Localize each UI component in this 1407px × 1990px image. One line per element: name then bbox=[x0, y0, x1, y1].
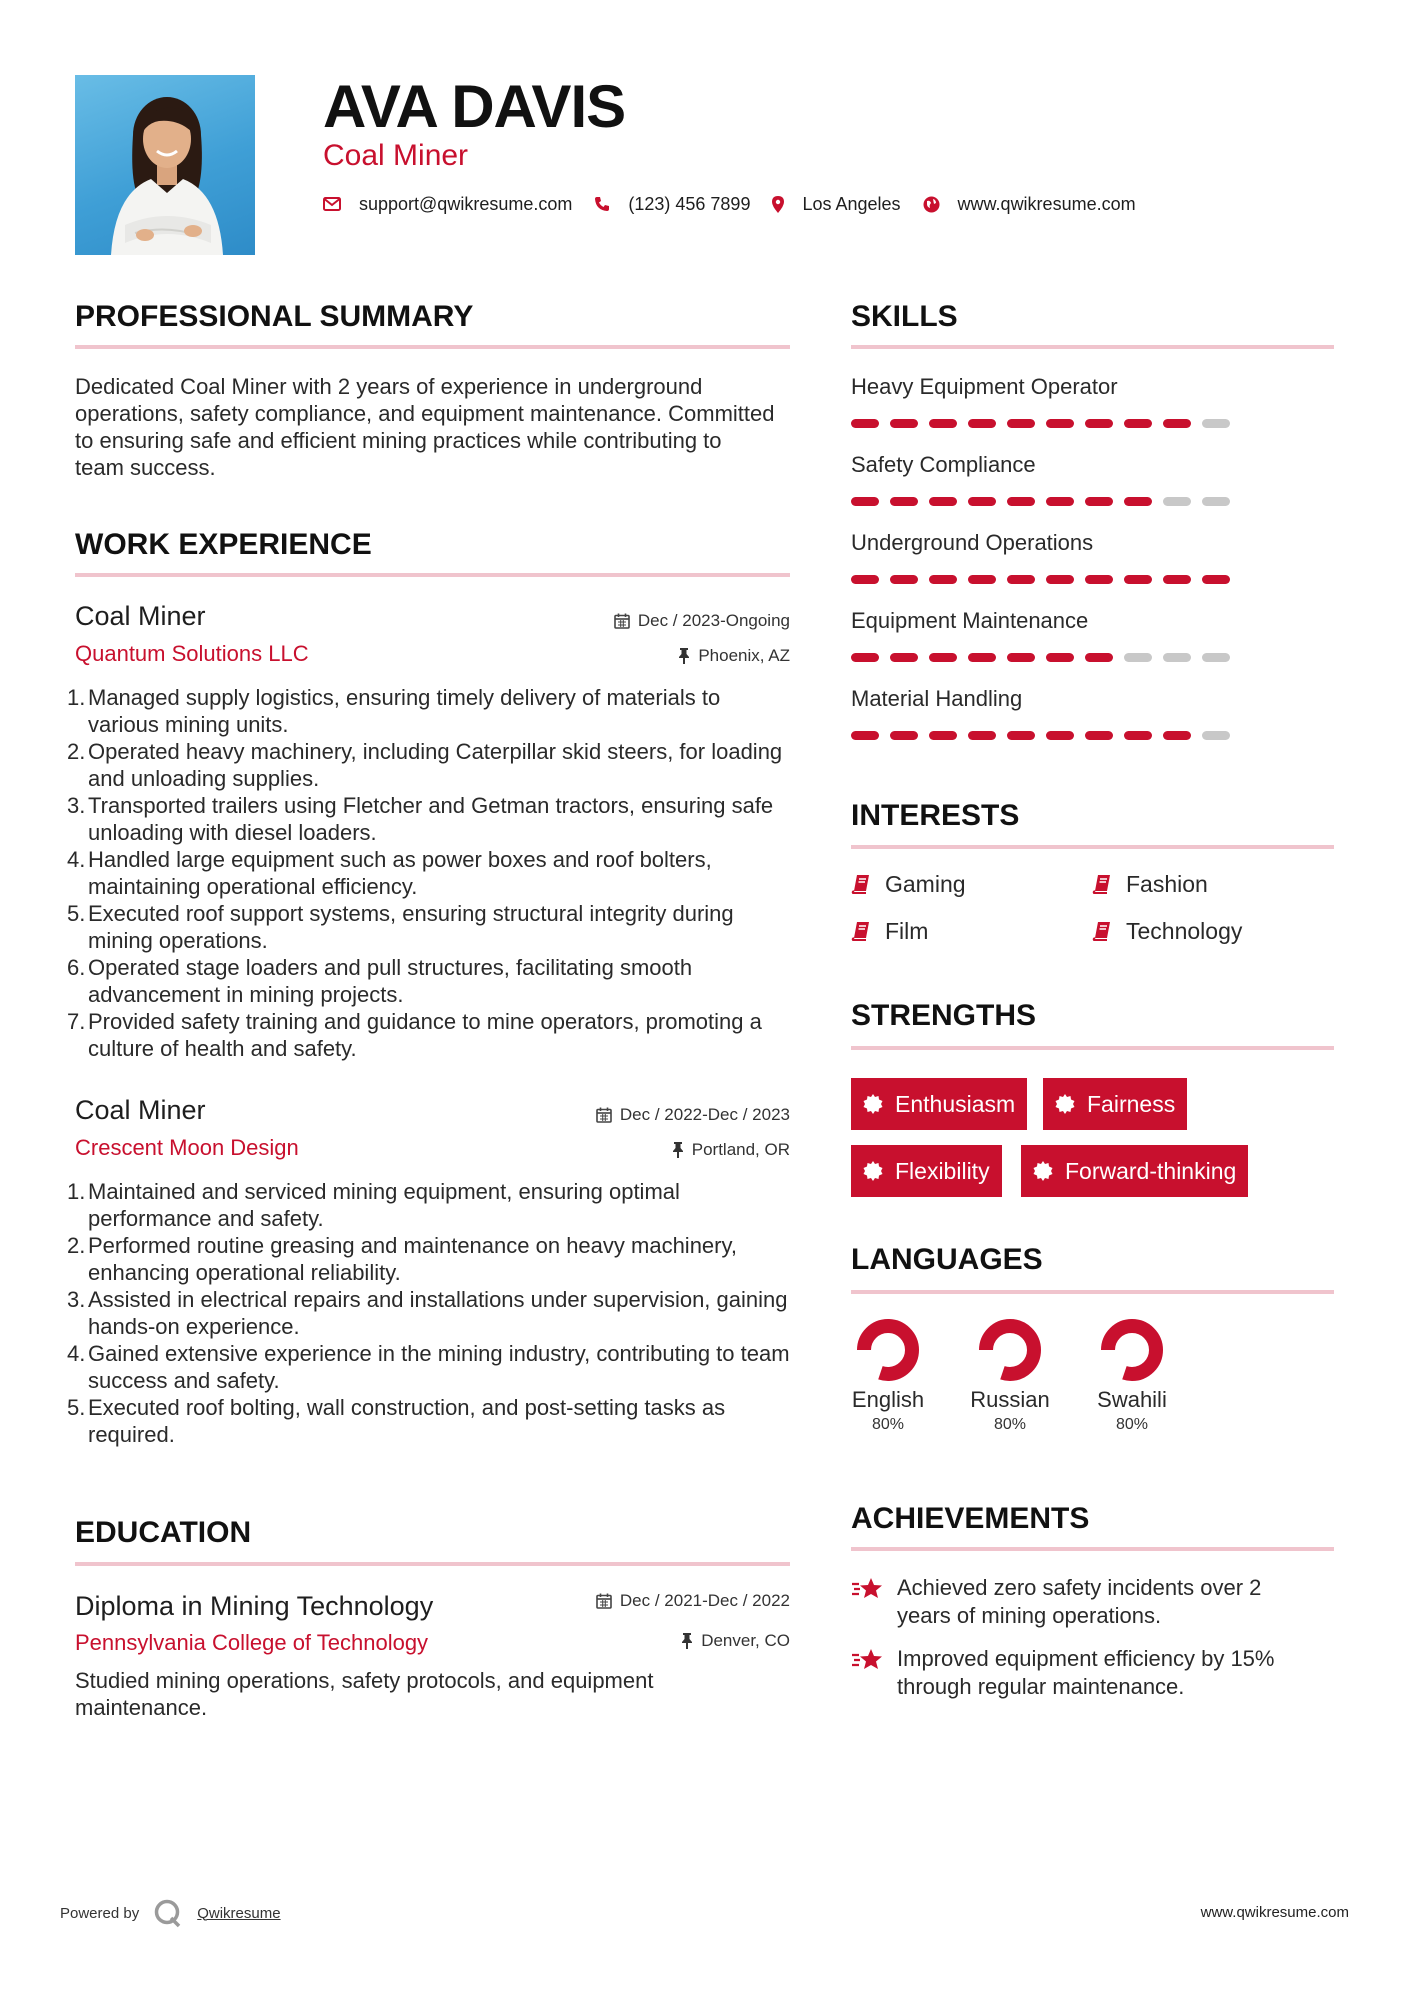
skill-dot-filled bbox=[1124, 731, 1152, 740]
language-progress-arc bbox=[986, 1326, 1034, 1374]
list-item: 3. Assisted in electrical repairs and installations under supervision, gaining hands-on experience. bbox=[67, 1287, 788, 1339]
profile-photo bbox=[75, 75, 255, 255]
education-description: Studied mining operations, safety protocols, and equipment maintenance. bbox=[75, 1668, 654, 1720]
strength-tag: Flexibility bbox=[851, 1145, 1002, 1197]
star-award-icon bbox=[851, 1647, 885, 1673]
envelope-icon bbox=[323, 197, 341, 211]
section-divider bbox=[851, 1290, 1334, 1294]
skill-dot-filled bbox=[1124, 497, 1152, 506]
contact-email[interactable] bbox=[323, 194, 572, 215]
skill-dot-filled bbox=[1085, 653, 1113, 662]
skill-level-bar bbox=[851, 575, 1334, 584]
language-name: Swahili bbox=[1097, 1387, 1167, 1412]
list-item: 7. Provided safety training and guidance to mine operators, promoting a culture of health and safety. bbox=[67, 1009, 762, 1061]
skill-dot-filled bbox=[890, 419, 918, 428]
skill-dot-filled bbox=[968, 497, 996, 506]
skill-item bbox=[851, 373, 1334, 451]
skill-name: Equipment Maintenance bbox=[851, 608, 1089, 633]
skill-dot-empty bbox=[1163, 497, 1191, 506]
skill-dot-empty bbox=[1202, 497, 1230, 506]
job-1-duties bbox=[67, 684, 790, 1062]
skill-dot-filled bbox=[968, 575, 996, 584]
skill-dot-filled bbox=[1085, 575, 1113, 584]
badge-icon bbox=[863, 1094, 883, 1114]
calendar-icon bbox=[596, 1107, 612, 1123]
website-text: www.qwikresume.com bbox=[957, 193, 1136, 214]
job-1-company: Quantum Solutions LLC bbox=[75, 641, 309, 666]
skill-dot-filled bbox=[1007, 653, 1035, 662]
qwikresume-link[interactable]: Qwikresume bbox=[197, 1904, 281, 1922]
list-item: 3. Transported trailers using Fletcher and Getman tractors, ensuring safe unloading with diesel loaders. bbox=[67, 793, 774, 845]
skill-dot-empty bbox=[1124, 653, 1152, 662]
skill-name: Underground Operations bbox=[851, 530, 1094, 555]
achievement-item: Achieved zero safety incidents over 2 years of mining operations. bbox=[851, 1574, 1321, 1630]
language-name: English bbox=[851, 1387, 925, 1412]
skill-dot-filled bbox=[929, 653, 957, 662]
interest-item: Technology bbox=[1092, 916, 1242, 946]
skill-dot-filled bbox=[968, 731, 996, 740]
list-item: 4. Handled large equipment such as power boxes and roof bolters, maintaining operational efficiency. bbox=[67, 847, 712, 899]
footer-website[interactable]: www.qwikresume.com bbox=[1200, 1904, 1349, 1921]
skill-dot-filled bbox=[1007, 419, 1035, 428]
email-text: support@qwikresume.com bbox=[359, 193, 573, 214]
badge-icon bbox=[1033, 1161, 1053, 1181]
skill-dot-filled bbox=[1007, 575, 1035, 584]
footer-powered-by bbox=[60, 1898, 281, 1928]
skill-dot-empty bbox=[1202, 731, 1230, 740]
job-2-location bbox=[672, 1139, 790, 1161]
skill-dot-filled bbox=[851, 731, 879, 740]
interest-item: Film bbox=[851, 916, 928, 946]
skill-dot-filled bbox=[1046, 419, 1074, 428]
language-percent: 80% bbox=[993, 1416, 1027, 1433]
skill-dot-filled bbox=[1046, 497, 1074, 506]
skill-dot-filled bbox=[851, 653, 879, 662]
language-item bbox=[965, 1318, 1055, 1436]
education-date bbox=[596, 1590, 790, 1612]
contact-website[interactable] bbox=[923, 194, 1136, 215]
strength-tag: Enthusiasm bbox=[851, 1078, 1027, 1130]
language-progress-ring bbox=[856, 1318, 920, 1382]
education-location-text: Denver, CO bbox=[701, 1631, 790, 1650]
book-icon bbox=[1092, 921, 1112, 941]
skill-dot-filled bbox=[929, 419, 957, 428]
school-name: Pennsylvania College of Technology bbox=[75, 1630, 429, 1655]
qwikresume-logo-icon bbox=[153, 1898, 185, 1928]
list-item: 4. Gained extensive experience in the mining industry, contributing to team success and safety. bbox=[67, 1341, 790, 1393]
section-divider bbox=[75, 1562, 790, 1566]
job-1-location bbox=[678, 645, 790, 667]
skill-dot-filled bbox=[1046, 731, 1074, 740]
book-icon bbox=[1092, 874, 1112, 894]
language-progress-arc bbox=[864, 1326, 912, 1374]
section-divider bbox=[851, 345, 1334, 349]
phone-text: (123) 456 7899 bbox=[628, 193, 751, 214]
list-item: 6. Operated stage loaders and pull structures, facilitating smooth advancement in mining projects. bbox=[67, 955, 693, 1007]
list-item: 5. Executed roof support systems, ensuring structural integrity during mining operations. bbox=[67, 901, 734, 953]
strength-tag: Fairness bbox=[1043, 1078, 1187, 1130]
list-item: 1. Maintained and serviced mining equipment, ensuring optimal performance and safety. bbox=[67, 1179, 680, 1231]
skill-dot-filled bbox=[968, 419, 996, 428]
section-divider bbox=[75, 345, 790, 349]
powered-by-label: Powered by bbox=[60, 1904, 140, 1922]
skill-name: Safety Compliance bbox=[851, 452, 1036, 477]
job-2-company: Crescent Moon Design bbox=[75, 1135, 299, 1160]
strengths-heading: STRENGTHS bbox=[851, 999, 1037, 1032]
skill-dot-filled bbox=[1085, 731, 1113, 740]
list-item: 1. Managed supply logistics, ensuring timely delivery of materials to various mining units. bbox=[67, 685, 721, 737]
skills-heading: SKILLS bbox=[851, 300, 958, 333]
language-progress-ring bbox=[978, 1318, 1042, 1382]
book-icon bbox=[851, 874, 871, 894]
skill-dot-filled bbox=[890, 575, 918, 584]
phone-icon bbox=[594, 196, 610, 212]
skill-dot-filled bbox=[929, 575, 957, 584]
pushpin-icon bbox=[678, 648, 690, 664]
skill-dot-filled bbox=[851, 497, 879, 506]
skill-dot-filled bbox=[1163, 419, 1191, 428]
skill-item bbox=[851, 451, 1334, 529]
map-pin-icon bbox=[772, 196, 784, 213]
pushpin-icon bbox=[681, 1633, 693, 1649]
book-icon bbox=[851, 921, 871, 941]
contact-phone[interactable] bbox=[594, 194, 750, 215]
badge-icon bbox=[1055, 1094, 1075, 1114]
education-location bbox=[681, 1630, 790, 1652]
globe-icon bbox=[923, 196, 940, 213]
education-date-text: Dec / 2021-Dec / 2022 bbox=[619, 1591, 790, 1610]
job-1-date-text: Dec / 2023-Ongoing bbox=[637, 611, 790, 630]
pushpin-icon bbox=[672, 1142, 684, 1158]
skill-item bbox=[851, 607, 1334, 685]
language-item bbox=[843, 1318, 933, 1436]
contact-bar bbox=[323, 192, 1158, 216]
languages-list bbox=[843, 1318, 1209, 1436]
skill-dot-filled bbox=[1163, 575, 1191, 584]
skill-dot-filled bbox=[1124, 575, 1152, 584]
skill-dot-filled bbox=[1046, 653, 1074, 662]
skill-dot-empty bbox=[1202, 653, 1230, 662]
section-divider bbox=[851, 1046, 1334, 1050]
degree-title: Diploma in Mining Technology bbox=[75, 1591, 434, 1621]
job-1-location-text: Phoenix, AZ bbox=[698, 646, 790, 665]
skill-level-bar bbox=[851, 731, 1334, 740]
skill-dot-filled bbox=[851, 575, 879, 584]
achievements-heading: ACHIEVEMENTS bbox=[851, 1502, 1090, 1535]
strength-tag: Forward-thinking bbox=[1021, 1145, 1248, 1197]
language-percent: 80% bbox=[871, 1416, 905, 1433]
language-progress-arc bbox=[1108, 1326, 1156, 1374]
skill-item bbox=[851, 529, 1334, 607]
languages-heading: LANGUAGES bbox=[851, 1243, 1043, 1276]
achievement-item: Improved equipment efficiency by 15% through regular maintenance. bbox=[851, 1645, 1321, 1701]
summary-text: Dedicated Coal Miner with 2 years of experience in underground operations, safety compliance, and equipment maintenance. Committed to ensuring safe and efficient mining practices while contributing to team success. bbox=[75, 374, 775, 480]
skill-dot-filled bbox=[929, 731, 957, 740]
skills-list bbox=[851, 373, 1334, 763]
section-divider bbox=[851, 1547, 1334, 1551]
skill-dot-filled bbox=[890, 653, 918, 662]
contact-location bbox=[772, 194, 900, 215]
skill-level-bar bbox=[851, 419, 1334, 428]
skill-dot-filled bbox=[1085, 497, 1113, 506]
list-item: 2. Performed routine greasing and maintenance on heavy machinery, enhancing operational reliability. bbox=[67, 1233, 737, 1285]
interest-item: Fashion bbox=[1092, 869, 1208, 899]
interests-heading: INTERESTS bbox=[851, 799, 1020, 832]
skill-dot-empty bbox=[1202, 419, 1230, 428]
skill-dot-filled bbox=[890, 731, 918, 740]
skill-dot-filled bbox=[1007, 497, 1035, 506]
interest-item: Gaming bbox=[851, 869, 966, 899]
job-1-date bbox=[614, 610, 790, 632]
language-item bbox=[1087, 1318, 1177, 1436]
skill-dot-filled bbox=[1202, 575, 1230, 584]
language-progress-ring bbox=[1100, 1318, 1164, 1382]
skill-dot-filled bbox=[968, 653, 996, 662]
skill-dot-filled bbox=[1046, 575, 1074, 584]
job-2-duties bbox=[67, 1178, 790, 1448]
experience-heading: WORK EXPERIENCE bbox=[75, 528, 372, 561]
location-text: Los Angeles bbox=[802, 193, 901, 214]
skill-item bbox=[851, 685, 1334, 763]
job-2-date bbox=[596, 1104, 790, 1126]
star-award-icon bbox=[851, 1576, 885, 1602]
skill-dot-filled bbox=[1163, 731, 1191, 740]
job-2-location-text: Portland, OR bbox=[691, 1140, 790, 1159]
skill-dot-empty bbox=[1163, 653, 1191, 662]
section-divider bbox=[851, 845, 1334, 849]
skill-dot-filled bbox=[929, 497, 957, 506]
language-name: Russian bbox=[970, 1387, 1050, 1412]
skill-level-bar bbox=[851, 653, 1334, 662]
skill-dot-filled bbox=[890, 497, 918, 506]
skill-name: Material Handling bbox=[851, 686, 1023, 711]
job-title: Coal Miner bbox=[323, 139, 469, 172]
skill-dot-filled bbox=[1007, 731, 1035, 740]
skill-dot-filled bbox=[1085, 419, 1113, 428]
skill-dot-filled bbox=[851, 419, 879, 428]
section-divider bbox=[75, 573, 790, 577]
calendar-icon bbox=[614, 613, 630, 629]
skill-dot-filled bbox=[1124, 419, 1152, 428]
skill-level-bar bbox=[851, 497, 1334, 506]
candidate-name: AVA DAVIS bbox=[323, 73, 626, 140]
badge-icon bbox=[863, 1161, 883, 1181]
language-percent: 80% bbox=[1115, 1416, 1149, 1433]
education-heading: EDUCATION bbox=[75, 1516, 252, 1549]
skill-name: Heavy Equipment Operator bbox=[851, 374, 1118, 399]
calendar-icon bbox=[596, 1593, 612, 1609]
list-item: 2. Operated heavy machinery, including Caterpillar skid steers, for loading and unloading supplies. bbox=[67, 739, 783, 791]
summary-heading: PROFESSIONAL SUMMARY bbox=[75, 300, 474, 333]
job-2-date-text: Dec / 2022-Dec / 2023 bbox=[619, 1105, 790, 1124]
job-1-title: Coal Miner bbox=[75, 601, 206, 631]
list-item: 5. Executed roof bolting, wall construction, and post-setting tasks as required. bbox=[67, 1395, 726, 1447]
job-2-title: Coal Miner bbox=[75, 1095, 206, 1125]
